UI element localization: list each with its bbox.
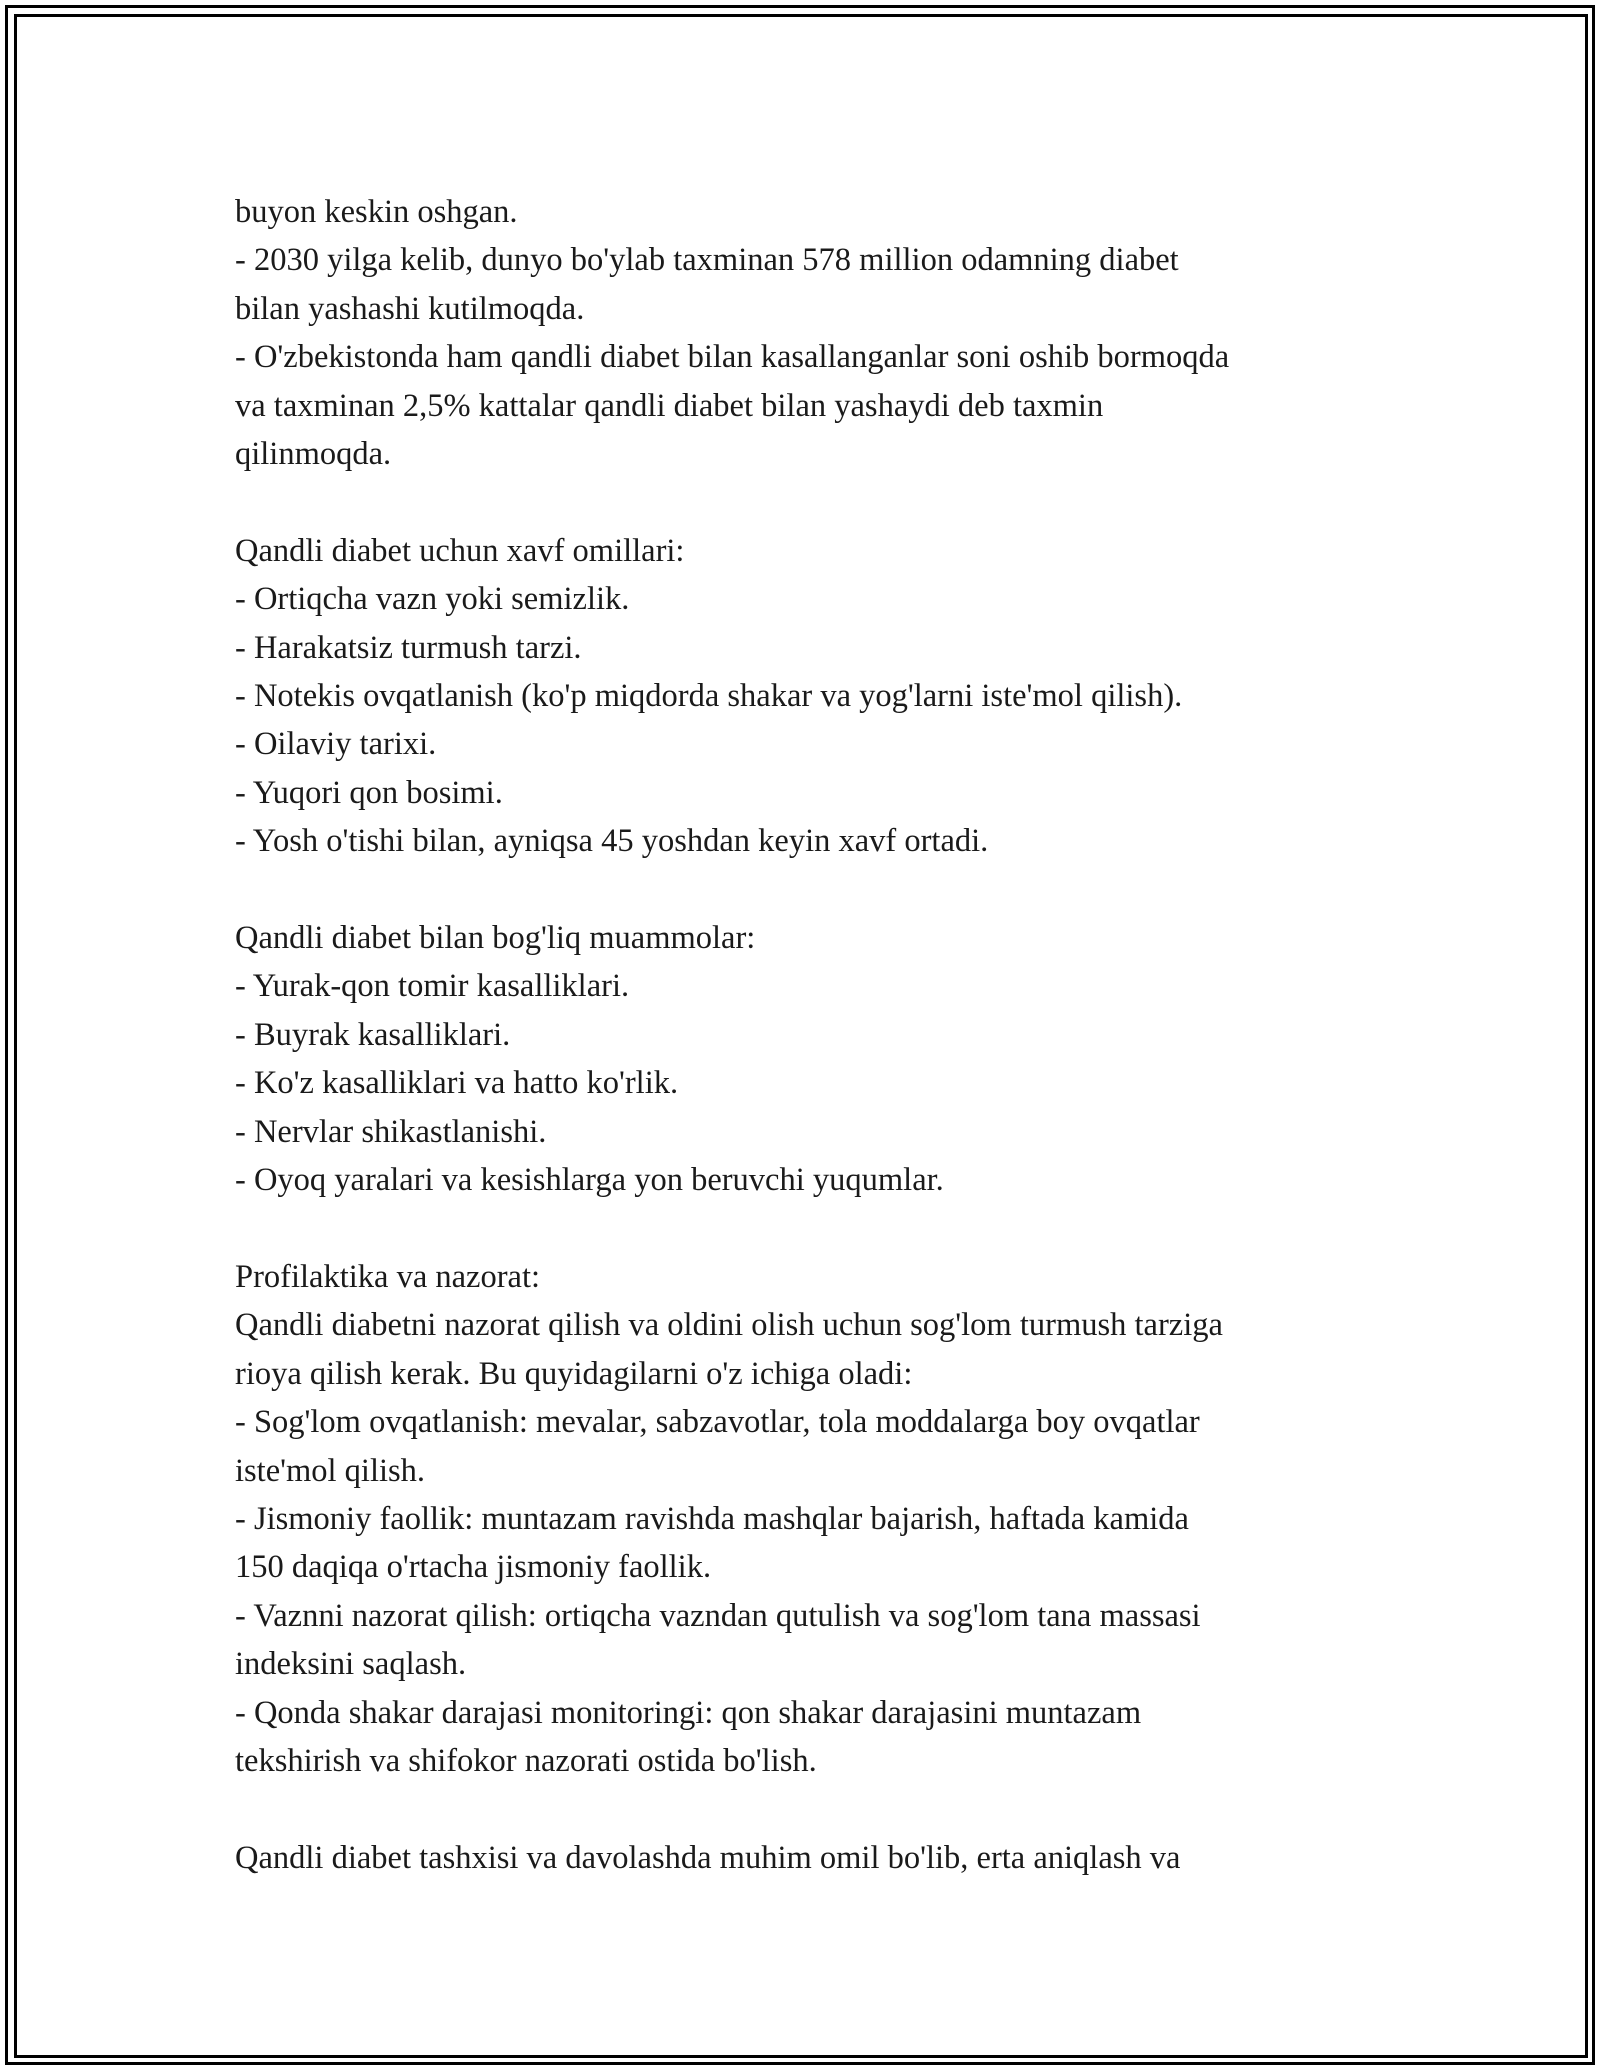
paragraph-complications (235, 914, 1395, 1204)
text-line: - 2030 yilga kelib, dunyo bo'ylab taxminan 578 million odamning diabet (235, 242, 1179, 279)
paragraph-spacer (235, 478, 1395, 526)
document-body (235, 188, 1395, 1882)
section-heading: Profilaktika va nazorat: (235, 1258, 541, 1295)
paragraph-spacer (235, 1785, 1395, 1833)
text-line: - O'zbekistonda ham qandli diabet bilan kasallanganlar soni oshib bormoqda (235, 339, 1230, 376)
section-heading: Qandli diabet bilan bog'liq muammolar: (235, 920, 756, 957)
list-item: - Sog'lom ovqatlanish: mevalar, sabzavotlar, tola moddalarga boy ovqatlar (235, 1404, 1200, 1441)
list-item: - Qonda shakar darajasi monitoringi: qon shakar darajasini muntazam (235, 1694, 1142, 1731)
paragraph-risk-factors (235, 527, 1395, 866)
paragraph-diabetes-statistics (235, 188, 1395, 478)
text-line: bilan yashashi kutilmoqda. (235, 290, 585, 327)
list-item: - Yurak-qon tomir kasalliklari. (235, 968, 630, 1005)
paragraph-spacer (235, 866, 1395, 914)
paragraph-diagnosis (235, 1834, 1395, 1882)
list-item-continuation: tekshirish va shifokor nazorati ostida bo'lish. (235, 1742, 817, 1779)
list-item: - Oyoq yaralari va kesishlarga yon beruvchi yuqumlar. (235, 1162, 944, 1199)
list-item: - Nervlar shikastlanishi. (235, 1113, 547, 1150)
paragraph-prevention (235, 1253, 1395, 1785)
list-item-continuation: iste'mol qilish. (235, 1452, 426, 1489)
list-item: - Oilaviy tarixi. (235, 726, 437, 763)
list-item: - Jismoniy faollik: muntazam ravishda mashqlar bajarish, haftada kamida (235, 1500, 1189, 1537)
text-line: qilinmoqda. (235, 436, 392, 473)
list-item: - Ko'z kasalliklari va hatto ko'rlik. (235, 1065, 679, 1102)
list-item: - Notekis ovqatlanish (ko'p miqdorda shakar va yog'larni iste'mol qilish). (235, 678, 1183, 715)
list-item-continuation: 150 daqiqa o'rtacha jismoniy faollik. (235, 1549, 712, 1586)
list-item: - Ortiqcha vazn yoki semizlik. (235, 581, 630, 618)
list-item-continuation: indeksini saqlash. (235, 1646, 467, 1683)
list-item: - Harakatsiz turmush tarzi. (235, 629, 582, 666)
text-line: Qandli diabetni nazorat qilish va oldini olish uchun sog'lom turmush tarziga (235, 1307, 1223, 1344)
text-line: va taxminan 2,5% kattalar qandli diabet bilan yashaydi deb taxmin (235, 387, 1104, 424)
list-item: - Buyrak kasalliklari. (235, 1016, 511, 1053)
text-line: Qandli diabet tashxisi va davolashda muhim omil bo'lib, erta aniqlash va (235, 1839, 1181, 1876)
paragraph-spacer (235, 1205, 1395, 1253)
list-item: - Yosh o'tishi bilan, ayniqsa 45 yoshdan keyin xavf ortadi. (235, 823, 989, 860)
section-heading: Qandli diabet uchun xavf omillari: (235, 532, 685, 569)
list-item: - Vaznni nazorat qilish: ortiqcha vazndan qutulish va sog'lom tana massasi (235, 1597, 1201, 1634)
text-line: buyon keskin oshgan. (235, 194, 518, 230)
list-item: - Yuqori qon bosimi. (235, 774, 503, 811)
text-line: rioya qilish kerak. Bu quyidagilarni o'z ichiga oladi: (235, 1355, 913, 1392)
